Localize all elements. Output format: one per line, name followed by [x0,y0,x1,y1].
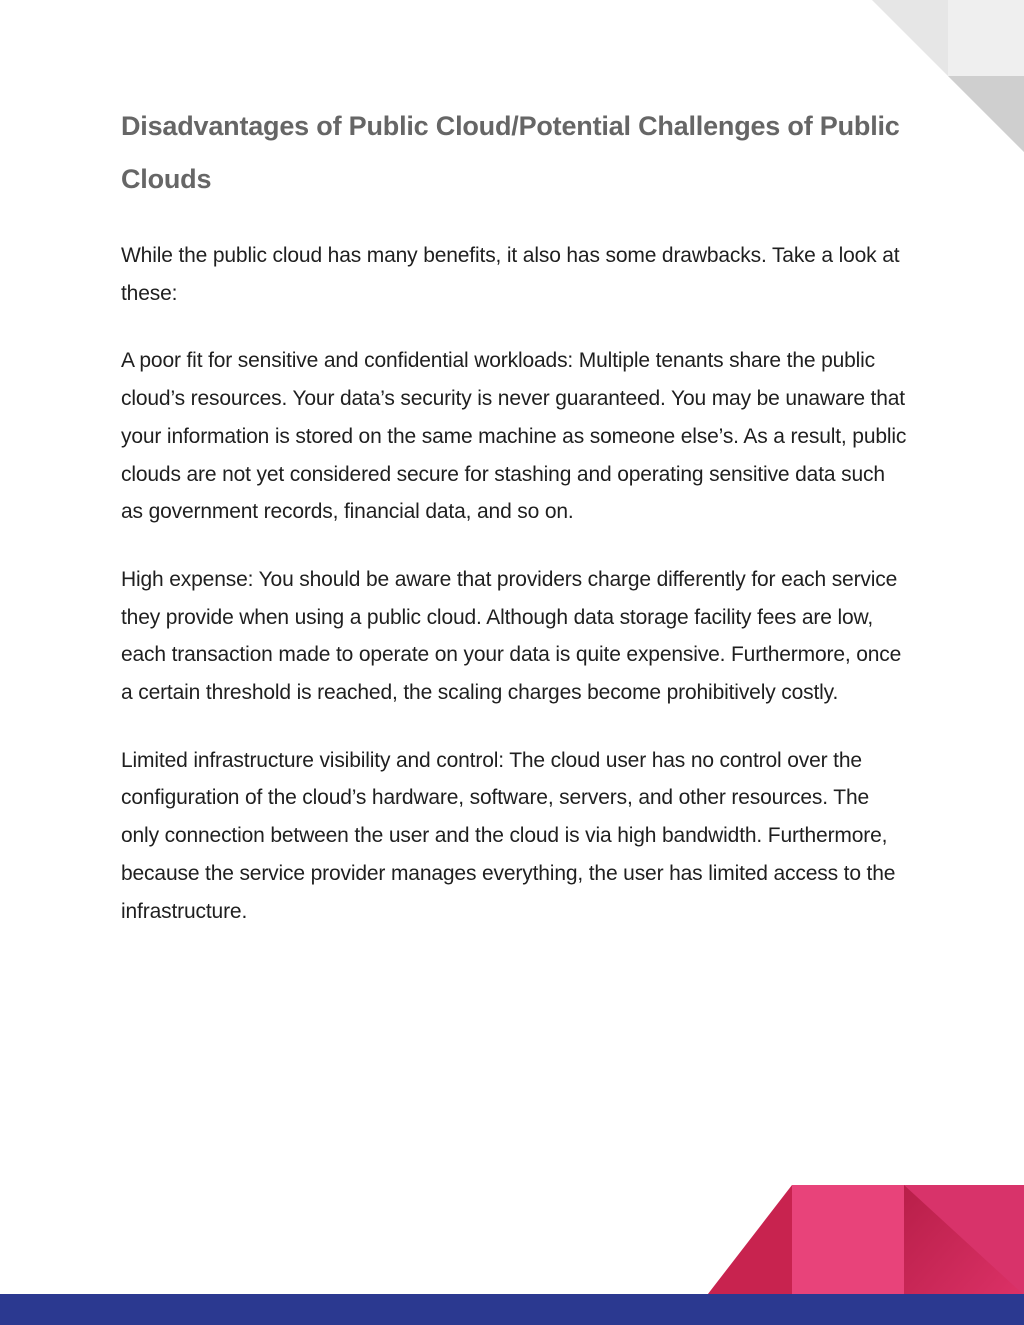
paragraph-limited-control: Limited infrastructure visibility and control: The cloud user has no control over the configuration of the cloud’s hardware, software, servers, and other resources. The only connection between the user and the cloud is via high bandwidth. Furthermore, because the service provider manages everything, the user has limited access to the infrastructure. [121,748,896,923]
document-body [121,100,911,930]
document-title: Disadvantages of Public Cloud/Potential Challenges of Public Clouds [121,111,900,194]
paragraph-sensitive-workloads: A poor fit for sensitive and confidential workloads: Multiple tenants share the public cloud’s resources. Your data’s security is never guaranteed. You may be unaware that your information is stored on the same machine as someone else’s. As a result, public clouds are not yet considered secure for stashing and operating sensitive data such as government records, financial data, and so on. [121,349,907,524]
footer-bar [0,1294,1024,1325]
paragraph-intro: While the public cloud has many benefits, it also has some drawbacks. Take a look at these: [121,244,900,305]
paragraph-high-expense: High expense: You should be aware that providers charge differently for each service they provide when using a public cloud. Although data storage facility fees are low, each transaction made to operate on your data is quite expensive. Furthermore, once a certain threshold is reached, the scaling charges become prohibitively costly. [121,567,902,705]
